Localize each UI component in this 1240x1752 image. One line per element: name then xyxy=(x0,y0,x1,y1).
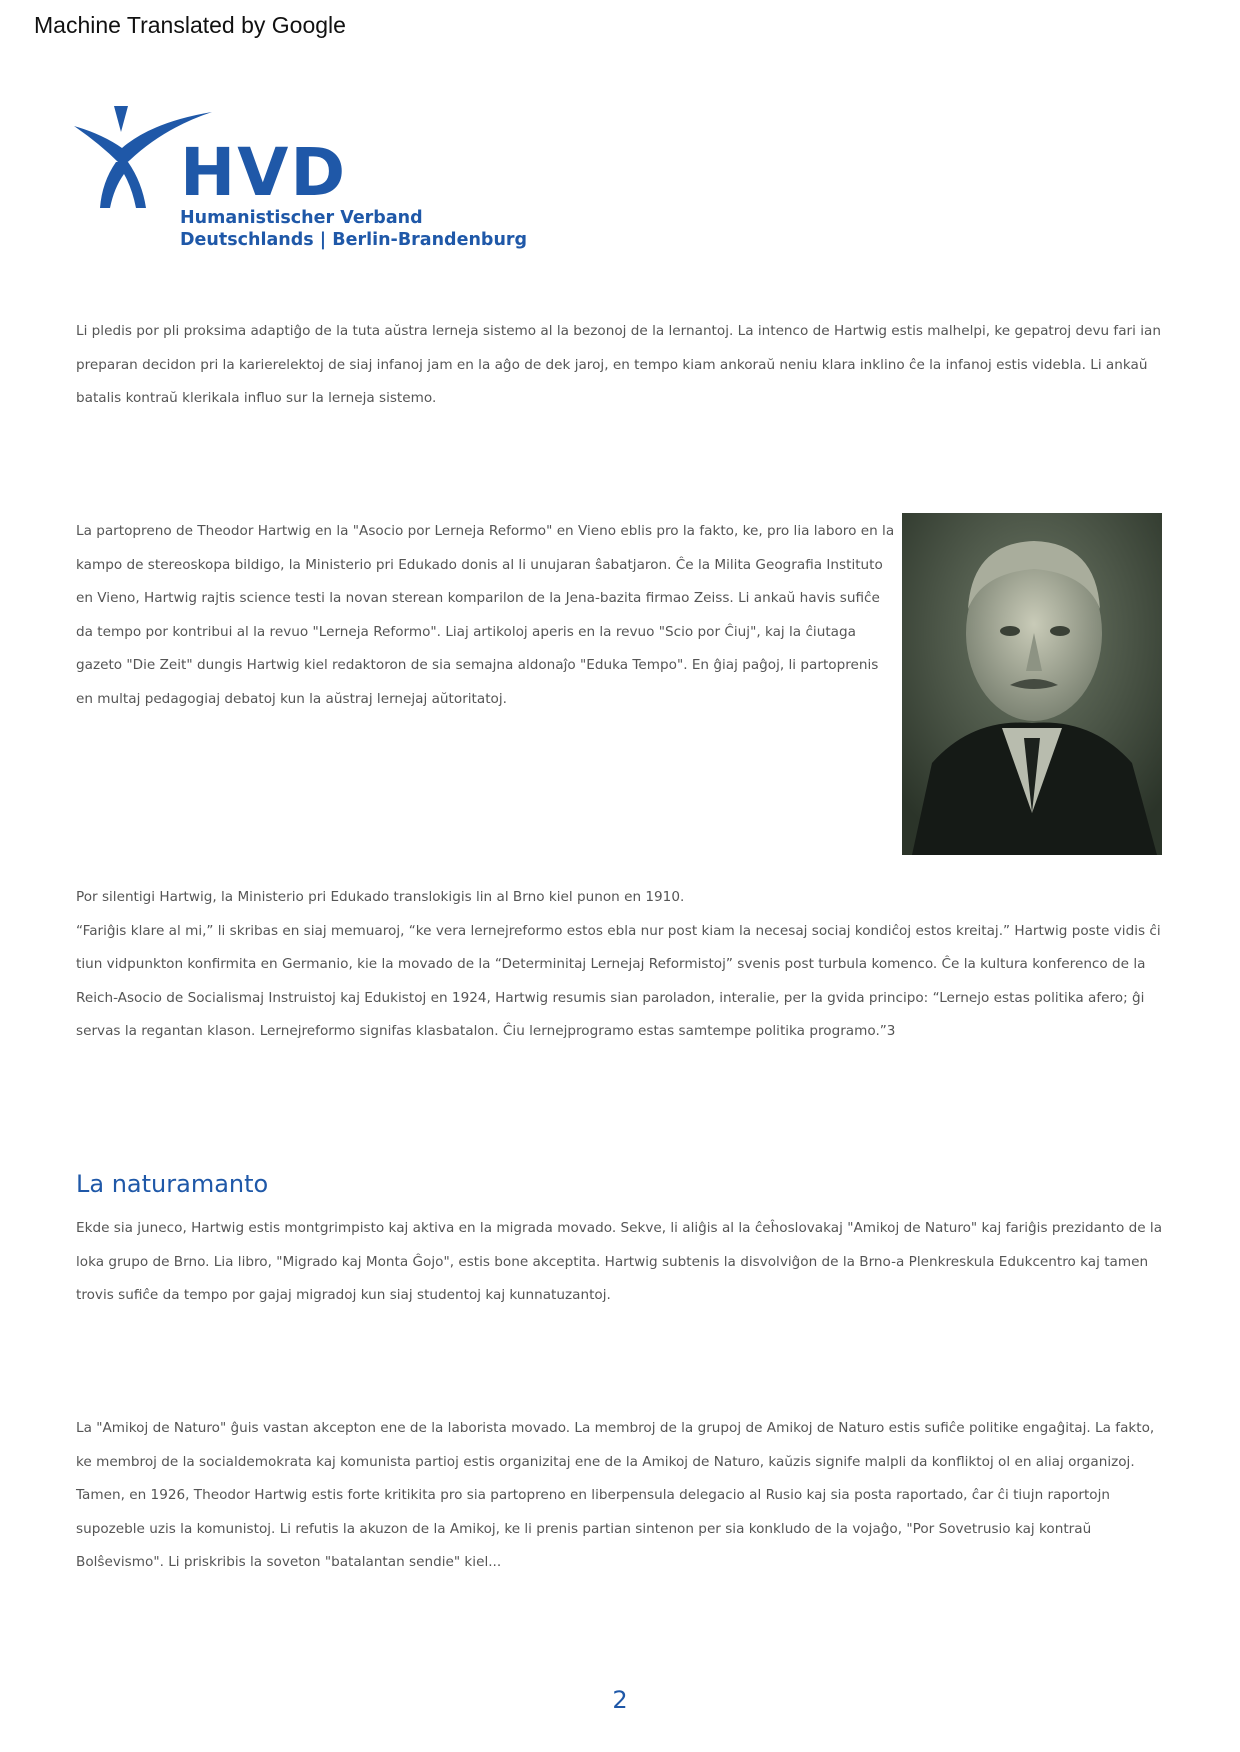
page-number: 2 xyxy=(612,1686,628,1714)
paragraph-transfer-sentence: Por silentigi Hartwig, la Ministerio pri Edukado translokigis lin al Brno kiel punon en 1910. xyxy=(76,889,685,905)
logo-country: Deutschlands | xyxy=(180,230,333,250)
paragraph-memoirs-quote: “Fariĝis klare al mi,” li skribas en siaj memuaroj, “ke vera lernejreformo estos ebla nur post kiam la necesaj sociaj kondiĉoj estos kreitaj.” Hartwig poste vidis ĉi tiun vidpunkton konfirmita en Germanio, kie la movado de la “Determinitaj Lernejaj Reformistoj” svenis post turbula komenco. Ĉe la kultura konferenco de la Reich-Asocio de Socialismaj Instruistoj kaj Edukistoj en 1924, Hartwig resumis sian paroladon, interalie, per la gvida principo: “Lernejo estas politika afero; ĝi servas la regantan klason. Lernejreformo signifas klasbatalon. Ĉiu lernejprogramo estas samtempe politika programo.”3 xyxy=(76,922,1161,1039)
machine-translated-banner: Machine Translated by Google xyxy=(34,12,346,38)
logo-org-region xyxy=(180,230,527,250)
logo-acronym: HVD xyxy=(180,134,348,211)
portrait-theodor-hartwig xyxy=(902,513,1162,855)
section-heading-naturamanto: La naturamanto xyxy=(76,1170,269,1198)
portrait-image xyxy=(902,513,1162,855)
hvd-logo xyxy=(72,104,528,264)
paragraph-association: La partopreno de Theodor Hartwig en la "Asocio por Lerneja Reformo" en Vieno eblis pro la fakto, ke, pro lia laboro en la kampo de stereoskopa bildigo, la Ministerio pri Edukado donis al li unujaran ŝabatjaron. Ĉe la Milita Geografia Instituto en Vieno, Hartwig rajtis science testi la novan sterean komparilon de la Jena-bazita firmao Zeiss. Li ankaŭ havis sufiĉe da tempo por kontribui al la revuo "Lerneja Reformo". Liaj artikoloj aperis en la revuo "Scio por Ĉiuj", kaj la ĉiutaga gazeto "Die Zeit" dungis Hartwig kiel redaktoron de sia semajna aldonaĵo "Eduka Tempo". En ĝiaj paĝoj, li partoprenis en multaj pedagogiaj debatoj kun la aŭstraj lernejaj aŭtoritatoj. xyxy=(76,523,895,707)
paragraph-friends-of-nature: La "Amikoj de Naturo" ĝuis vastan akcepton ene de la laborista movado. La membroj de la grupoj de Amikoj de Naturo estis sufiĉe politike engaĝitaj. La fakto, ke membroj de la socialdemokrata kaj komunista partioj estis organizitaj ene de la Amikoj de Naturo, kaŭzis signife malpli da konfliktoj ol en aliaj organizoj. Tamen, en 1926, Theodor Hartwig estis forte kritikita pro sia partopreno en liberpensula delegacio al Rusio kaj sia posta raportado, ĉar ĉi tiujn raportojn supozeble uzis la komunistoj. Li refutis la akuzon de la Amikoj, ke li prenis partian sintenon per sia konkludo de la vojaĝo, "Por Sovetrusio kaj kontraŭ Bolŝevismo". Li priskribis la soveton "batalantan sendie" kiel... xyxy=(76,1420,1155,1570)
logo-org-name: Humanistischer Verband xyxy=(180,208,423,228)
logo-region: Berlin-Brandenburg xyxy=(332,230,528,250)
paragraph-mountaineer: Ekde sia juneco, Hartwig estis montgrimpisto kaj aktiva en la migrada movado. Sekve, li aliĝis al la ĉeĥoslovakaj "Amikoj de Naturo" kaj fariĝis prezidanto de la loka grupo de Brno. Lia libro, "Migrado kaj Monta Ĝojo", estis bone akceptita. Hartwig subtenis la disvolviĝon de la Brno-a Plenkreskula Edukcentro kaj tamen trovis sufiĉe da tempo por gajaj migradoj kun siaj studentoj kaj kunnatuzantoj. xyxy=(76,1220,1163,1303)
paragraph-school-reform: Li pledis por pli proksima adaptiĝo de la tuta aŭstra lerneja sistemo al la bezonoj de la lernantoj. La intenco de Hartwig estis malhelpi, ke gepatroj devu fari ian preparan decidon pri la karierelektoj de siaj infanoj jam en la aĝo de dek jaroj, en tempo kiam ankoraŭ neniu klara inklino ĉe la infanoj estis videbla. Li ankaŭ batalis kontraŭ klerikala influo sur la lerneja sistemo. xyxy=(76,323,1161,406)
paragraph-transfer-brno xyxy=(76,881,1172,1049)
